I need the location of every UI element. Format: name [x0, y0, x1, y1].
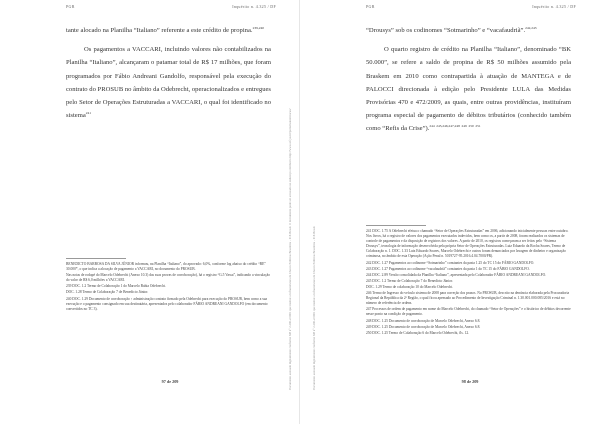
running-head-right: Inquérito n. 4.325 / DF	[532, 4, 576, 9]
body-text	[366, 24, 571, 136]
footnote-ref: 239,240	[252, 25, 264, 30]
running-head-left: PGR	[66, 4, 75, 9]
footnote: 242 DOC. 1.27 Pagamentos ao codinome “Sotmarinho” constantes da pasta 1.25 do TC 15 do FÁBIO GANDOLFO.	[366, 260, 535, 265]
running-head-left: PGR	[366, 4, 375, 9]
footnote-ref: 249	[461, 124, 467, 129]
running-head	[66, 4, 276, 12]
footnote-ref: 251	[475, 124, 481, 129]
running-head	[366, 4, 576, 12]
footnotes	[66, 262, 271, 313]
footnote: Nas notas de rodapé do Marcelo Odebrecht (Anexo 10.3) das suas provas de corroboração), há o registro “G.5 Vassa”, indicando a vinculação do valor de R$ 6,0 milhões a VACCARI.	[66, 273, 271, 283]
footnote-rule	[366, 225, 426, 226]
footnote-ref: 244	[429, 124, 435, 129]
footnote: DOC. 1.29 Termo de colaboração 10 do Marcelo Odebrecht.	[366, 284, 454, 289]
body-text	[66, 24, 271, 122]
footnote: 240 DOC. 1.29 Documento de corroboração ↑ administração contrato firmado pela Odebrecht para execução do PROSUB, bem como a sua execução e o pagamento consignado em sua destinatária, apresentados pelo colaborador FÁBIO ANDREANI GANDOLFO (em documento convertidos no TC 3).	[66, 296, 268, 311]
footnote: BENEDICTO BARBOSA DA SILVA JÚNIOR informou, na Planilha “Italiano”, do aprovado: 6,0%, conforme log abaixo do crédito “BE” 30.000*, o que indica a alocação de pagamento a VACCARI, no documento do PROSUB.	[66, 262, 266, 272]
paragraph: tante alocado na Planilha “Italiano” referente a este crédito de propina.$^{239,240}$	[66, 25, 264, 34]
page-number: 98 de 209	[461, 379, 479, 384]
footnote: 247 Processos de ordem de pagamento em nome do Marcelo Odebrecht, do chamado “Setor de Operações” e o histórico de débitos decorrente nesse ponto na condição de pagamento.	[366, 307, 571, 317]
footnote: 250 DOC. 1.25 Termo de Colaboração 6 do Marcelo Odebrecht, fls. 12.	[366, 330, 470, 335]
footnote-ref: 242,243	[525, 25, 537, 30]
margin-note: Documento assinado digitalmente conforme MP n° 2.200-2/2001 que institui a Infraestrutura de Chaves Públicas Brasileira - ICP-Brasil. O documento pode ser acessado no endereço eletrônico http://www.stf.jus.br/portal/autenticacao/	[288, 108, 292, 390]
paragraph: “Drousys” sob os codinomes “Sotmarinho” e “vacafaudriã”.$^{242,243}$	[366, 25, 537, 34]
footnote: DOC. 1.28 Termo de Colaboração 7 de Benedicto Júnior.	[66, 290, 149, 295]
footnote-ref: 250	[468, 124, 474, 129]
footnotes	[366, 229, 571, 337]
paragraph: Os pagamentos a VACCARI, incluindo valores não contabilizados na Planilha “Italiano”, alcançaram o patamar total de R$ 17 milhões, que foram programados por Fábio Andreani Gandolfo, responsável pela execução do contrato do PROSUB no âmbito da Odebrecht, operacionalizados e entregues pelo Setor de Operações Estruturadas a VACCARI, o qual foi identificado no sistema$^{241}$	[66, 46, 271, 120]
footnote-rule	[66, 258, 126, 259]
footnote: 241 DOC. 1.75 A Odebrecht efetua o chamado “Setor de Operações Estruturadas” em 2006, adicionando inicialmente pessoas entre outubro. Nos livros, há o registro de valores dos pagamentos executados indevidos, bem como os, a partir de 2008, foram realizados os sistemas de controle de pagamentos e da disposição de registros dos valores. A partir de 2010, os registros começaram a ser feitos pelo “Sistema Drousys”, tecnologia de informação desenvolvida pela própria Setor de Operações Estruturadas. Luiz Eduardo da Rocha Soares, Termo de Colaboração n. 1. DOC. 1.33 Luiz Eduardo Soares, Marcelo Odebrecht e outros foram denunciados por lavagem de dinheiro e organização criminosa, no âmbito de esta Operação (Ação Penal n. 5019727-95.2016.4.04.7000/PR).	[366, 229, 569, 259]
footnote-ref: 245,246,247,248	[436, 124, 460, 129]
margin-note: Documento assinado digitalmente conforme MP n° 2.200-2/2001 que institui a Infraestrutura de Chaves Públicas Brasileira - ICP-Brasil.	[312, 225, 316, 390]
page-number: 97 de 209	[161, 379, 179, 384]
footnote: 244 DOC. 2.89 Versão consolidada da Planilha “Italiano”, apresentada pelo Colaborador FÁBIO ANDREANI GANDOLFO.	[366, 272, 547, 277]
footnote: 249 DOC. 1.25 Documento de corroboração de Marcelo Odebrecht, Anexo 6.8.	[366, 324, 481, 329]
running-head-right: Inquérito n. 4.325 / DF	[232, 4, 276, 9]
footnote: 246 Termo de Ingresso do veículo sistema de 2008 para correção dos prazos. No PROSUB, descrito na denúncia elaborada pela Procuradoria Regional da República da 2ª Região, o qual ficou apensado ao Procedimento de Investigação Criminal n. 1.30.001.000.085/2016 e está no número de referência de ordens.	[366, 291, 570, 306]
footnote-ref: 241	[85, 111, 92, 116]
footnote: 245 DOC. 1.2 Termo de Colaboração 7 do Benedicto Júnior.	[366, 278, 453, 283]
footnote: 243 DOC. 1.27 Pagamentos ao codinome “vacafaudriã” constantes da pasta 1 do TC 15 do FÁBIO GANDOLFO.	[366, 266, 530, 271]
footnote: 248 DOC. 1.25 Documento de corroboração de Marcelo Odebrecht, Anexo 6.8.	[366, 318, 481, 323]
footnote: 239 DOC. 1.2 Termo de Colaboração 1 do Marcelo Bahia Odebrecht.	[66, 284, 166, 289]
right-page	[300, 0, 600, 424]
paragraph: O quarto registro de crédito na Planilha “Italiano”, denominado “BK 50.000”, se refere a saldo de propina de R$ 50 milhões assumido pela Braskem em 2010 como contrapartida à atuação de MANTEGA e de PALOCCI direcionada à edição pelo Presidente LULA das Medidas Provisórias 470 e 472/2009, as quais, entre outras providências, instituíram programa especial de pagamento de débitos tributários (conhecido também como “Refis da Crise”).$^{244}$ $^{245,246,247,248}$ $^{249}$ $^{250}$ $^{251}$	[366, 46, 571, 133]
